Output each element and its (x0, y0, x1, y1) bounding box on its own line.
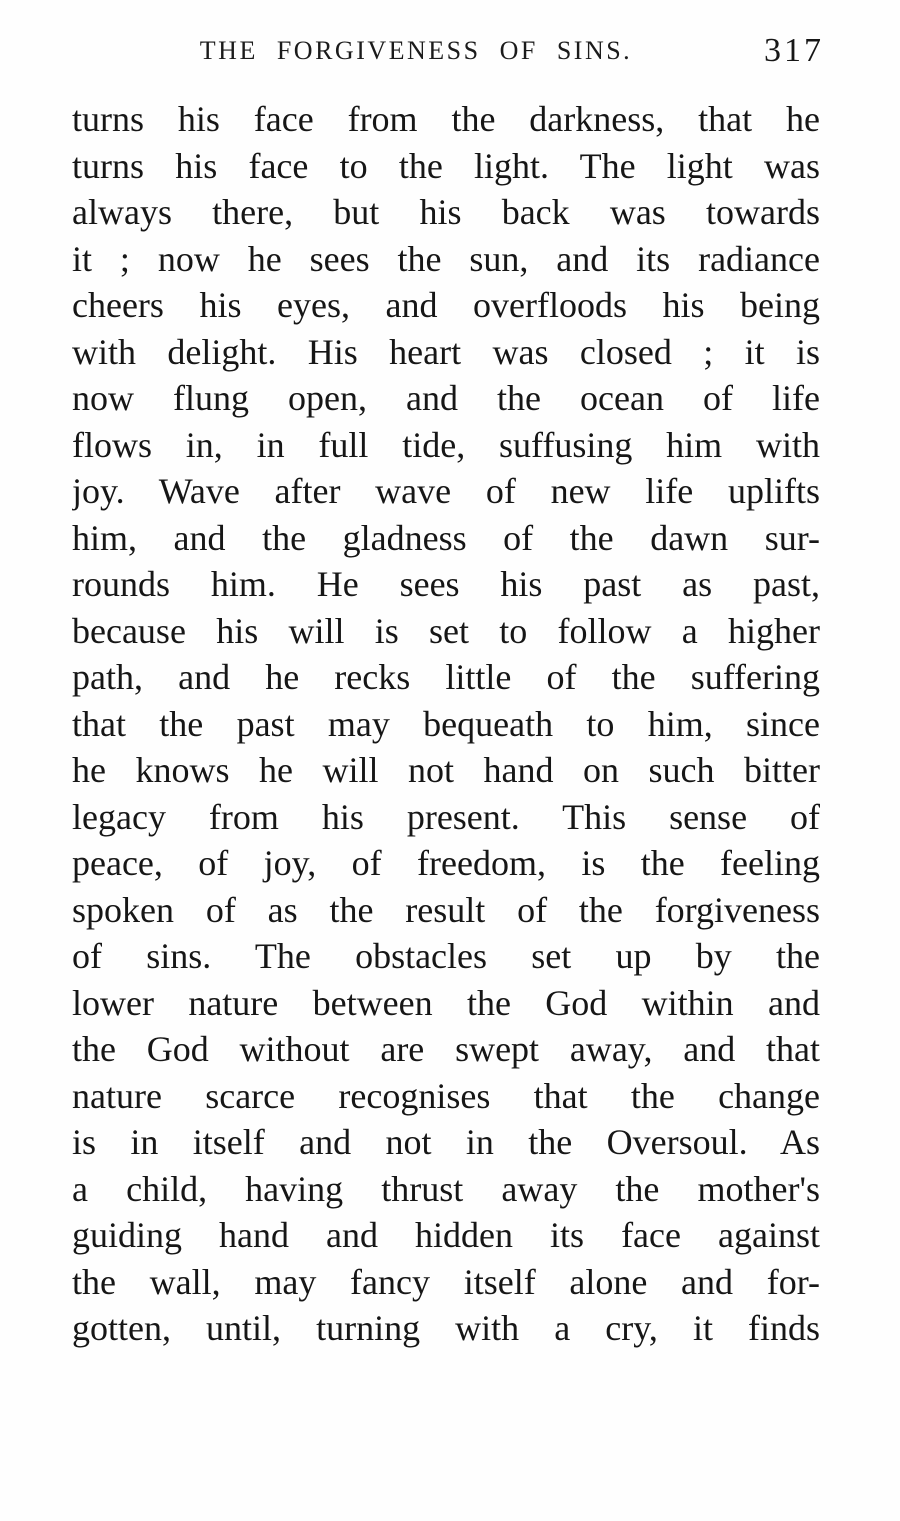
text-line: of sins. The obstacles set up by the (72, 936, 820, 976)
text-line: it ; now he sees the sun, and its radiance (72, 238, 820, 279)
text-line: a child, having thrust away the mother's (72, 1168, 820, 1209)
text-line: he knows he will not hand on such bitter (72, 750, 820, 790)
text-line: spoken of as the result of the forgiveness (72, 889, 820, 930)
text-line: flows in, in full tide, suffusing him with (72, 424, 820, 465)
text-line: cheers his eyes, and overfloods his being (72, 285, 820, 325)
text-line: turns his face to the light. The light was (72, 145, 820, 186)
text-line: turns his face from the darkness, that he (72, 99, 820, 139)
text-line: the wall, may fancy itself alone and for- (72, 1261, 820, 1302)
text-line: now flung open, and the ocean of life (72, 378, 820, 418)
text-line: joy. Wave after wave of new life uplifts (72, 471, 820, 511)
text-line: because his will is set to follow a higher (72, 610, 820, 651)
text-line: path, and he recks little of the suffering (72, 657, 820, 697)
running-header (72, 30, 824, 72)
text-line: always there, but his back was towards (72, 192, 820, 232)
text-line: nature scarce recognises that the change (72, 1075, 820, 1116)
text-line: lower nature between the God within and (72, 982, 820, 1023)
text-line: the God without are swept away, and that (72, 1029, 820, 1069)
text-line: rounds him. He sees his past as past, (72, 564, 820, 604)
page-number: 317 (764, 32, 824, 69)
text-line: with delight. His heart was closed ; it is (72, 331, 820, 372)
text-line: guiding hand and hidden its face against (72, 1215, 820, 1255)
text-line: peace, of joy, of freedom, is the feeling (72, 843, 820, 883)
text-line: gotten, until, turning with a cry, it finds (72, 1308, 820, 1348)
text-line: is in itself and not in the Oversoul. As (72, 1122, 820, 1162)
text-line: him, and the gladness of the dawn sur- (72, 517, 820, 558)
text-line: legacy from his present. This sense of (72, 796, 820, 837)
page-title: THE FORGIVENESS OF SINS. (199, 36, 633, 65)
body-text (72, 96, 820, 1352)
text-line: that the past may bequeath to him, since (72, 703, 820, 744)
